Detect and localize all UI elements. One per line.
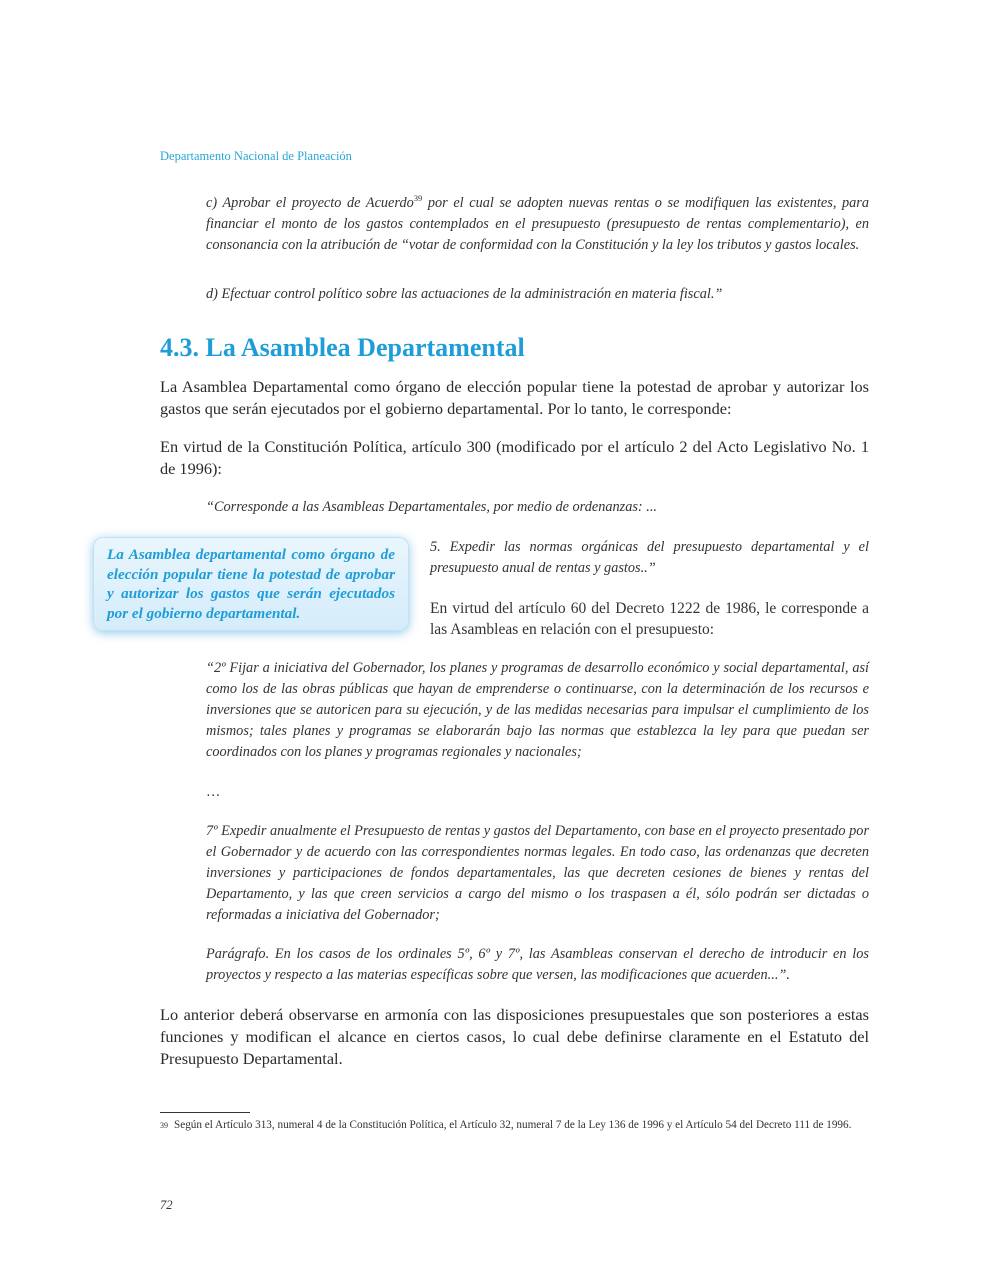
footnote-text: Según el Artículo 313, numeral 4 de la Constitución Política, el Artículo 32, numeral 7 de la Ley 136 de 1996 y el Artículo 54 del Decreto 111 de 1996. (174, 1119, 852, 1131)
ellipsis: … (206, 784, 221, 800)
section-heading: 4.3. La Asamblea Departamental (160, 333, 525, 362)
running-head: Departamento Nacional de Planeación (160, 149, 352, 163)
body-paragraph-intro: La Asamblea Departamental como órgano de elección popular tiene la potestad de aprobar y autorizar los gastos que serán ejecutados por el gobierno departamental. Por lo tanto, le corresponde: (160, 377, 869, 418)
quote-ordinal-5: 5. Expedir las normas orgánicas del presupuesto departamental y el presupuesto anual de rentas y gastos..” (430, 539, 869, 576)
footnote-divider (160, 1112, 250, 1113)
quote-paragraph-d: d) Efectuar control político sobre las actuaciones de la administración en materia fiscal.” (206, 286, 723, 302)
quote-c-text-after: por el cual se adopten nuevas rentas o se modifiquen las existentes, para financiar el monto de los gastos contemplados en el presupuesto (presupuesto de rentas complementario), en consonancia con la atribución de “votar de conformidad con la Constitución y la ley los tributos y gastos locales. (206, 195, 870, 253)
quote-intro: “Corresponde a las Asambleas Departamentales, por medio de ordenanzas: ... (206, 499, 657, 515)
footnote-number: 39 (160, 1121, 168, 1130)
quote-ordinal-7: 7º Expedir anualmente el Presupuesto de rentas y gastos del Departamento, con base en el proyecto presentado por el Gobernador y de acuerdo con las correspondientes normas legales. En todo caso, las ordenanzas que decreten inversiones y participaciones de fondos departamentales, las que decreten cesiones de bienes y rentas del Departamento, y las que creen servicios a cargo del mismo o los traspasen a él, sólo podrán ser dictadas o reformadas a iniciativa del Gobernador; (206, 823, 870, 923)
body-paragraph-closing: Lo anterior deberá observarse en armonía con las disposiciones presupuestales que son posteriores a estas funciones y modifican el alcance en ciertos casos, lo cual debe definirse claramente en el Estatuto del Presupuesto Departamental. (160, 1005, 869, 1068)
body-paragraph-decree: En virtud del artículo 60 del Decreto 1222 de 1986, le corresponde a las Asambleas en relación con el presupuesto: (430, 600, 869, 638)
footnote-reference[interactable]: 39 (413, 193, 423, 204)
callout-text: La Asamblea departamental como órgano de elección popular tiene la potestad de aprobar y autorizar los gastos que serán ejecutados por el gobierno departamental. (107, 546, 395, 622)
footnote (160, 1118, 869, 1133)
quote-paragrafo: Parágrafo. En los casos de los ordinales 5º, 6º y 7º, las Asambleas conservan el derecho de introducir en los proyectos y respecto a las materias específicas sobre que versen, las modificaciones que acuerden...”. (206, 946, 869, 983)
quote-c-text-before: c) Aprobar el proyecto de Acuerdo (206, 195, 414, 211)
page-number: 72 (160, 1198, 173, 1212)
quote-paragraph-c (206, 193, 869, 256)
body-paragraph-constitution: En virtud de la Constitución Política, artículo 300 (modificado por el artículo 2 del Acto Legislativo No. 1 de 1996): (160, 437, 869, 478)
quote-ordinal-2: “2º Fijar a iniciativa del Gobernador, los planes y programas de desarrollo económico y social departamental, así como los de las obras públicas que hayan de emprenderse o continuarse, con la determinación de los recursos e inversiones que se autoricen para su ejecución, y de las medidas necesarias para impulsar el cumplimiento de los mismos; tales planes y programas se elaborarán bajo las normas que establezca la ley para que puedan ser coordinados con los planes y programas regionales y nacionales; (206, 660, 869, 760)
